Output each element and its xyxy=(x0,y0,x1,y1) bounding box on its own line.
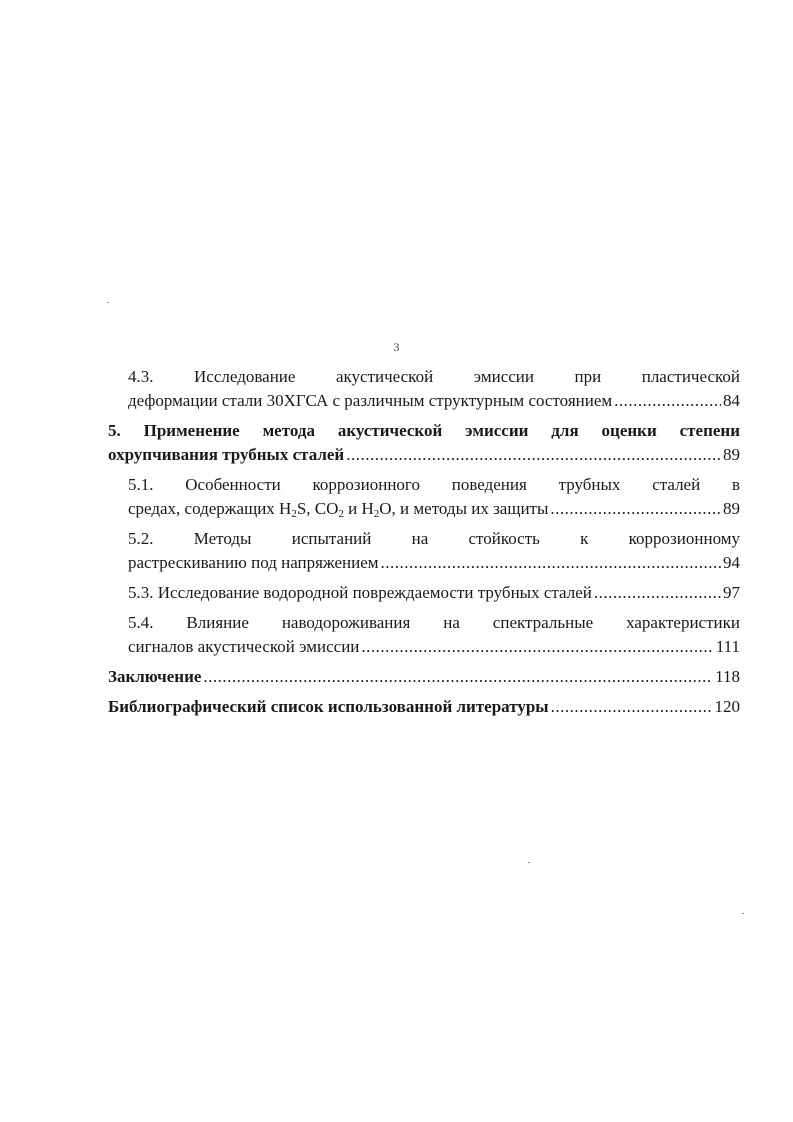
scan-speck xyxy=(742,913,744,914)
toc-entry-bibliography[interactable] xyxy=(108,695,740,719)
toc-entry-5[interactable] xyxy=(108,419,740,467)
toc-page-number: 111 xyxy=(715,637,740,656)
toc-entry-line xyxy=(128,389,740,413)
dot-leader xyxy=(594,581,721,605)
toc-entry-line xyxy=(128,551,740,575)
dot-leader xyxy=(346,443,721,467)
dot-leader xyxy=(614,389,721,413)
dot-leader xyxy=(551,695,713,719)
toc-entry-title-cont: средах, содержащих $H_2S$, $CO_2$ и $H_2O$, и методы их защиты xyxy=(128,499,549,520)
toc-entry-title-cont: растрескиванию под напряжением xyxy=(128,553,379,572)
toc-page-number: 120 xyxy=(714,697,740,716)
toc-entry-line xyxy=(128,635,740,659)
toc-entry-line xyxy=(108,665,740,689)
toc-entry-line xyxy=(108,695,740,719)
table-of-contents xyxy=(108,365,740,719)
toc-page-number: 118 xyxy=(715,667,740,686)
scan-speck xyxy=(528,862,530,863)
toc-entry-line xyxy=(128,497,740,521)
dot-leader xyxy=(361,635,713,659)
toc-entry-5-4[interactable] xyxy=(108,611,740,659)
page-number: 3 xyxy=(393,340,400,354)
toc-entry-title: Библиографический список использованной литературы xyxy=(108,697,549,716)
toc-entry-line xyxy=(128,581,740,605)
toc-page-number: 97 xyxy=(723,583,740,602)
toc-page-number: 89 xyxy=(723,445,740,464)
toc-entry-title: Заключение xyxy=(108,667,202,686)
dot-leader xyxy=(381,551,721,575)
toc-entry-5-3[interactable] xyxy=(108,581,740,605)
toc-page-number: 89 xyxy=(723,499,740,518)
toc-entry-5-1[interactable] xyxy=(108,473,740,521)
toc-entry-title: 5.1. Особенности коррозионного поведения трубных сталей в xyxy=(128,475,740,494)
toc-entry-5-2[interactable] xyxy=(108,527,740,575)
toc-entry-title: 5.4. Влияние наводороживания на спектральные характеристики xyxy=(128,613,740,632)
toc-page-number: 84 xyxy=(723,391,740,410)
toc-entry-conclusion[interactable] xyxy=(108,665,740,689)
toc-entry-title: 5.2. Методы испытаний на стойкость к коррозионному xyxy=(128,529,740,548)
toc-entry-title: 5. Применение метода акустической эмиссии для оценки степени xyxy=(108,421,740,440)
toc-entry-line xyxy=(108,443,740,467)
toc-entry-4-3[interactable] xyxy=(108,365,740,413)
dot-leader xyxy=(550,497,721,521)
dot-leader xyxy=(203,665,713,689)
toc-entry-title-cont: охрупчивания трубных сталей xyxy=(108,445,345,464)
toc-page-number: 94 xyxy=(723,553,740,572)
toc-entry-title: 5.3. Исследование водородной повреждаемости трубных сталей xyxy=(128,583,592,602)
toc-entry-title-cont: деформации стали 30ХГСА с различным структурным состоянием xyxy=(128,391,613,410)
toc-entry-title: 4.3. Исследование акустической эмиссии при пластической xyxy=(128,367,740,386)
scan-speck xyxy=(107,302,109,303)
toc-entry-title-cont: сигналов акустической эмиссии xyxy=(128,637,360,656)
